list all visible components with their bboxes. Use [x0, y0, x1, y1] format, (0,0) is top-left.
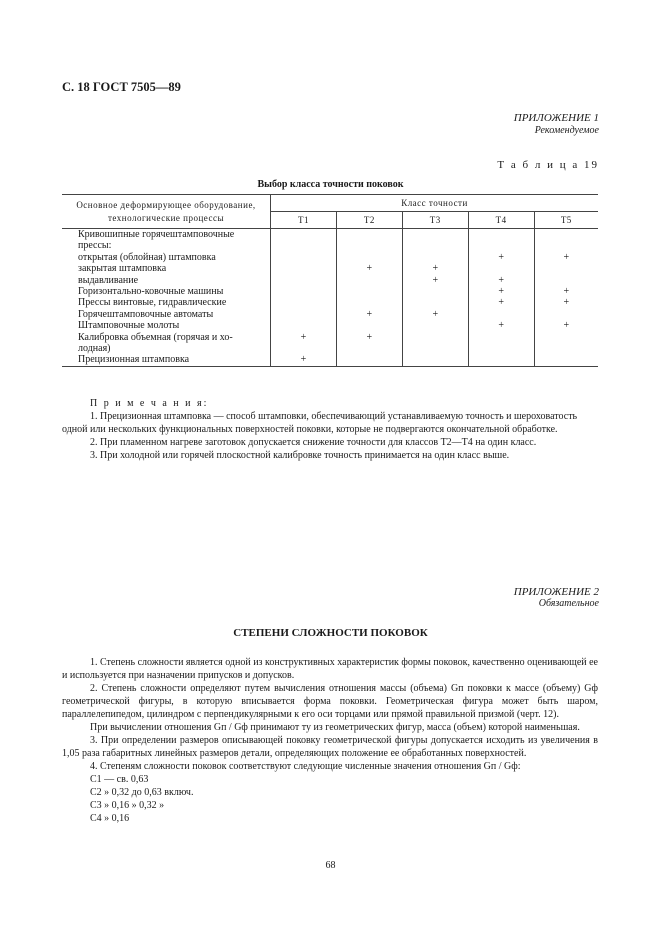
complexity-class-item: С2 » 0,32 до 0,63 включ. [90, 787, 194, 798]
table-cell-mark [271, 252, 337, 263]
table-row-label: выдавливание [78, 274, 139, 286]
table-cell-mark [336, 286, 402, 297]
table-row-label: Кривошипные горячештамповочные [78, 229, 235, 240]
table-cell-mark [402, 229, 468, 241]
table-header-class-t1: Т1 [271, 212, 337, 229]
note-item: 1. Прецизионная штамповка — способ штамповки, обеспечивающий устанавливаемую точность и шероховатость одной или нескольких функциональных поверхностей поковки, которые не подвергаются окончательной обработке. [62, 411, 578, 435]
table-cell-mark [271, 240, 337, 251]
table-cell-mark: + [534, 297, 598, 308]
table-row [62, 297, 598, 308]
appendix1-title: ПРИЛОЖЕНИЕ 1 [513, 112, 599, 124]
table-cell-mark [402, 343, 468, 354]
table-row-label: Калибровка объемная (горячая и хо- [78, 331, 233, 343]
table-row [62, 240, 598, 251]
complexity-class-item: С1 — св. 0,63 [90, 774, 149, 785]
table-header-class-t3: Т3 [402, 212, 468, 229]
table-cell-mark [534, 343, 598, 354]
table-row [62, 286, 598, 297]
table-cell-mark: + [271, 354, 337, 366]
table-row-label: Прессы винтовые, гидравлические [78, 297, 227, 309]
table-row [62, 309, 598, 320]
table-cell-mark: + [468, 252, 534, 263]
table-cell-mark [468, 354, 534, 366]
table-row-label: закрытая штамповка [78, 263, 167, 275]
table-cell-mark [402, 354, 468, 366]
table-cell-mark [271, 343, 337, 354]
table-cell-mark [271, 275, 337, 286]
table-row [62, 343, 598, 354]
appendix1-subtitle: Рекомендуемое [534, 125, 599, 136]
table-cell-mark: + [336, 263, 402, 274]
table-cell-mark [336, 252, 402, 263]
table-cell-mark: + [534, 252, 598, 263]
table-cell-mark [336, 354, 402, 366]
table-cell-mark: + [534, 286, 598, 297]
table-row [62, 229, 598, 241]
table-header-class-t2: Т2 [336, 212, 402, 229]
accuracy-class-table [62, 194, 598, 367]
section-title: СТЕПЕНИ СЛОЖНОСТИ ПОКОВОК [233, 627, 428, 639]
table-cell-mark [468, 332, 534, 343]
page-number: 68 [325, 860, 336, 871]
table-cell-mark [336, 320, 402, 331]
paragraph: 3. При определении размеров описывающей поковку геометрической фигуры допускается исходить из увеличения в 1,05 раза габаритных линейных размеров детали, определяющих положение ее обработанных поверхностей. [62, 735, 598, 759]
table-cell-mark [402, 332, 468, 343]
table-cell-mark [271, 263, 337, 274]
table-row-label: открытая (облойная) штамповка [78, 251, 216, 263]
table-cell-mark [402, 297, 468, 308]
table-row-label: Штамповочные молоты [78, 320, 180, 332]
table-cell-mark: + [534, 320, 598, 331]
table-cell-mark: + [271, 332, 337, 343]
complexity-class-item: С3 » 0,16 » 0,32 » [90, 800, 165, 811]
table-cell-mark: + [468, 320, 534, 331]
table-cell-mark: + [402, 263, 468, 274]
table-cell-mark [402, 252, 468, 263]
table-row [62, 252, 598, 263]
table-cell-mark [336, 297, 402, 308]
paragraph: 4. Степеням сложности поковок соответствуют следующие численные значения отношения Gп / Gф: [90, 761, 521, 772]
section-body [62, 656, 598, 825]
note-item: 3. При холодной или горячей плоскостной калибровке точность принимается на один класс выше. [90, 450, 510, 461]
table-cell-mark: + [468, 286, 534, 297]
table-cell-mark [402, 320, 468, 331]
paragraph: 1. Степень сложности является одной из конструктивных характеристик формы поковок, качественно оценивающей ее и используется при назначении припусков и допусков. [62, 657, 598, 681]
table-cell-mark [402, 240, 468, 251]
table-cell-mark: + [468, 297, 534, 308]
table-cell-mark [271, 309, 337, 320]
notes-block [62, 397, 598, 462]
table-cell-mark [271, 297, 337, 308]
table-cell-mark [336, 275, 402, 286]
table-header-class-t4: Т4 [468, 212, 534, 229]
table-row [62, 320, 598, 331]
table-cell-mark: + [402, 275, 468, 286]
page-header: С. 18 ГОСТ 7505—89 [62, 80, 181, 94]
table-row-label: Горизонтально-ковочные машины [78, 286, 224, 298]
table-row [62, 354, 598, 366]
table-row-label: Прецизионная штамповка [62, 354, 271, 366]
complexity-class-item: С4 » 0,16 [90, 813, 130, 824]
table-cell-mark: + [402, 309, 468, 320]
table-cell-mark [271, 286, 337, 297]
table-cell-mark [271, 229, 337, 241]
table-cell-mark [534, 309, 598, 320]
table-cell-mark [534, 354, 598, 366]
table-row [62, 275, 598, 286]
table-body [62, 229, 598, 367]
table-cell-mark: + [468, 275, 534, 286]
table-row-label: лодная) [78, 343, 111, 355]
table-cell-mark [534, 332, 598, 343]
table-cell-mark [402, 286, 468, 297]
table-cell-mark [534, 229, 598, 241]
table-row-label: прессы: [78, 240, 112, 252]
table-cell-mark [336, 229, 402, 241]
table-cell-mark: + [336, 332, 402, 343]
table-cell-mark [336, 343, 402, 354]
table-title: Выбор класса точности поковок [257, 179, 404, 190]
table-cell-mark: + [336, 309, 402, 320]
table-cell-mark [468, 343, 534, 354]
table-label: Т а б л и ц а 19 [497, 159, 599, 171]
table-cell-mark [534, 275, 598, 286]
table-header-process: Основное деформирующее оборудование, технологические процессы [62, 195, 271, 229]
table-cell-mark [534, 263, 598, 274]
table-row [62, 332, 598, 343]
paragraph: 2. Степень сложности определяют путем вычисления отношения массы (объема) Gп поковки к массе (объему) Gф геометрической фигуры, в которую вписывается форма поковки. Геометрическая фигура может быть шаром, параллелепипедом, цилиндром с перпендикулярными к его оси торцами или прямой правильной призмой (черт. 12). [62, 683, 598, 720]
table-cell-mark [468, 263, 534, 274]
note-item: 2. При пламенном нагреве заготовок допускается снижение точности для классов Т2—Т4 на один класс. [90, 437, 537, 448]
table-cell-mark [468, 229, 534, 241]
table-header-class-group: Класс точности [271, 195, 599, 212]
table-cell-mark [468, 309, 534, 320]
appendix2-subtitle: Обязательное [538, 598, 599, 609]
table-row [62, 263, 598, 274]
table-cell-mark [468, 240, 534, 251]
table-row-label: Горячештамповочные автоматы [78, 308, 214, 320]
paragraph: При вычислении отношения Gп / Gф принимают ту из геометрических фигур, масса (объем) которой наименьшая. [90, 722, 580, 733]
table-cell-mark [336, 240, 402, 251]
table-header-class-t5: Т5 [534, 212, 598, 229]
table-cell-mark [534, 240, 598, 251]
appendix2-title: ПРИЛОЖЕНИЕ 2 [513, 586, 599, 598]
table-cell-mark [271, 320, 337, 331]
notes-heading: П р и м е ч а н и я: [90, 398, 209, 409]
